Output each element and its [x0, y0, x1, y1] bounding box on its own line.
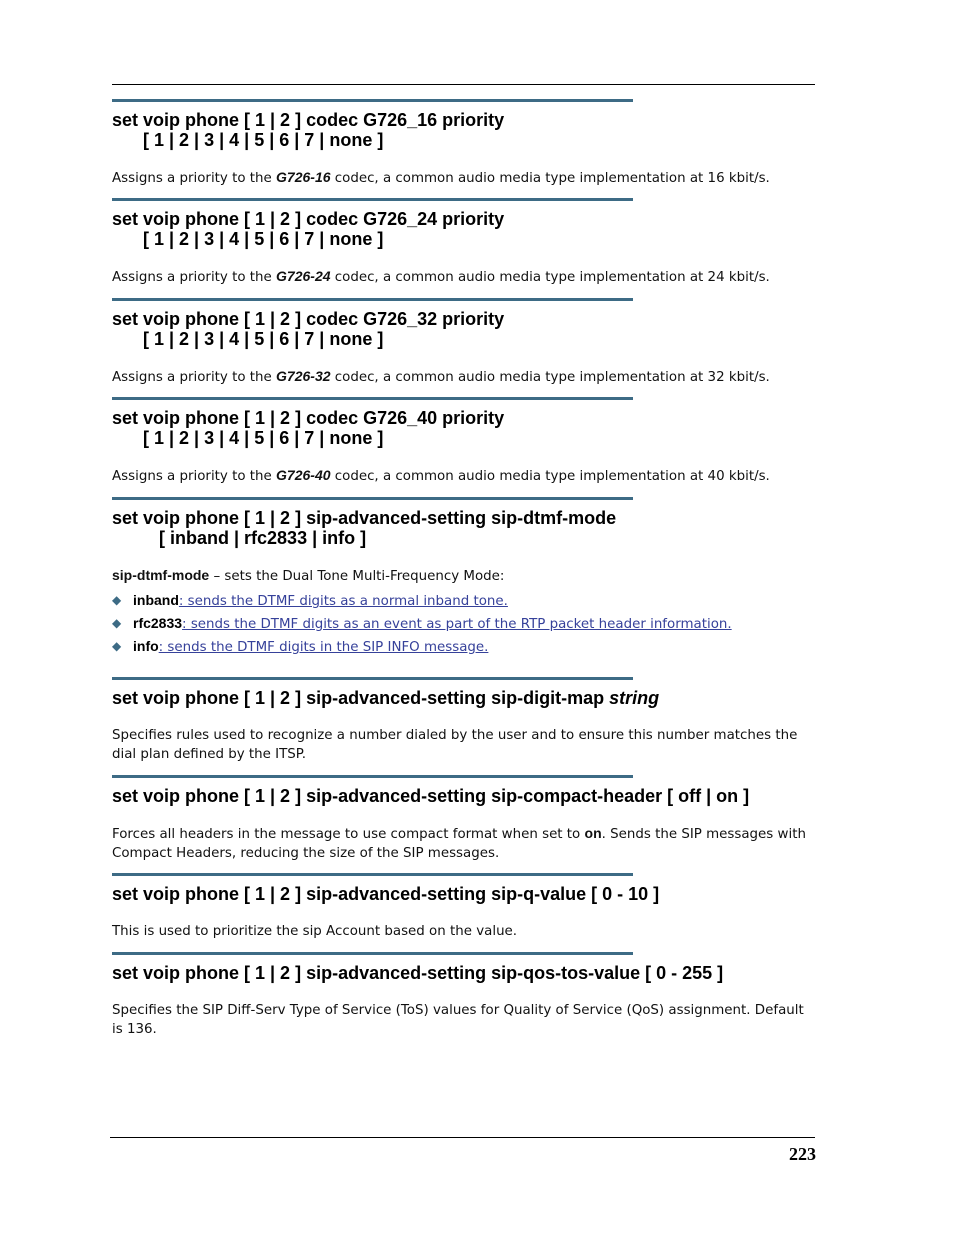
body-text: Assigns a priority to the	[112, 171, 277, 186]
section-rule	[112, 775, 633, 778]
body-text: Assigns a priority to the	[112, 270, 277, 285]
diamond-bullet-icon: ◆	[112, 639, 122, 653]
body-text: codec, a common audio media type implementation at 24 kbit/s.	[330, 270, 770, 285]
list-item	[112, 637, 817, 657]
section-body	[112, 466, 817, 486]
heading-line: set voip phone [ 1 | 2 ] codec G726_16 priority	[112, 110, 505, 130]
section-sip-qos-tos-value	[112, 952, 817, 1039]
keyword: on	[584, 825, 602, 841]
section-heading: set voip phone [ 1 | 2 ] sip-advanced-setting sip-compact-header [ off | on ]	[112, 786, 750, 806]
body-text: Assigns a priority to the	[112, 370, 277, 385]
section-body: This is used to prioritize the sip Account based on the value.	[112, 924, 518, 939]
section-rule	[112, 99, 633, 102]
body-text: codec, a common audio media type implementation at 16 kbit/s.	[330, 171, 770, 186]
heading-line: set voip phone [ 1 | 2 ] sip-advanced-setting sip-dtmf-mode	[112, 508, 617, 528]
section-rule	[112, 397, 633, 400]
section-rule	[112, 198, 633, 201]
heading-parameter: string	[609, 688, 660, 708]
body-text: – sets the Dual Tone Multi-Frequency Mode:	[209, 569, 505, 584]
section-heading	[112, 209, 817, 249]
option-term: rfc2833	[133, 615, 183, 631]
section-sip-dtmf-mode	[112, 497, 817, 660]
section-body: Specifies the SIP Diff-Serv Type of Service (ToS) values for Quality of Service (QoS) assignment. Default is 136.	[112, 1003, 804, 1037]
section-heading	[112, 508, 817, 548]
body-text: codec, a common audio media type implementation at 32 kbit/s.	[330, 370, 770, 385]
term: sip-dtmf-mode	[112, 567, 210, 583]
heading-line: [ 1 | 2 | 3 | 4 | 5 | 6 | 7 | none ]	[143, 229, 384, 249]
section-rule	[112, 497, 633, 500]
dtmf-intro	[112, 566, 817, 586]
body-text: Assigns a priority to the	[112, 469, 277, 484]
option-description-link[interactable]: : sends the DTMF digits in the SIP INFO message.	[158, 640, 489, 655]
list-item	[112, 614, 817, 634]
heading-line: [ 1 | 2 | 3 | 4 | 5 | 6 | 7 | none ]	[143, 428, 384, 448]
section-body	[112, 824, 817, 863]
body-text: Forces all headers in the message to use compact format when set to	[112, 827, 585, 842]
section-body	[112, 367, 817, 387]
codec-name: G726-24	[276, 268, 331, 284]
heading-line: set voip phone [ 1 | 2 ] codec G726_24 priority	[112, 209, 505, 229]
section-heading	[112, 688, 817, 708]
section-g726-40	[112, 397, 817, 486]
section-heading	[112, 408, 817, 448]
diamond-bullet-icon: ◆	[112, 616, 122, 630]
section-rule	[112, 952, 633, 955]
page-number: 223	[789, 1144, 816, 1164]
option-description-link[interactable]: : sends the DTMF digits as a normal inband tone.	[178, 594, 508, 609]
section-body: Specifies rules used to recognize a number dialed by the user and to ensure this number matches the dial plan defined by the ITSP.	[112, 728, 798, 762]
option-term: info	[133, 638, 159, 654]
codec-name: G726-16	[276, 169, 331, 185]
section-sip-digit-map	[112, 677, 817, 764]
codec-name: G726-32	[276, 368, 331, 384]
section-g726-32	[112, 298, 817, 387]
section-rule	[112, 298, 633, 301]
heading-line: [ 1 | 2 | 3 | 4 | 5 | 6 | 7 | none ]	[143, 329, 384, 349]
codec-name: G726-40	[276, 467, 331, 483]
body-text: codec, a common audio media type implementation at 40 kbit/s.	[330, 469, 770, 484]
section-g726-16	[112, 99, 817, 188]
heading-line: [ 1 | 2 | 3 | 4 | 5 | 6 | 7 | none ]	[143, 130, 384, 150]
section-rule	[112, 873, 633, 876]
option-term: inband	[133, 592, 179, 608]
section-body	[112, 267, 817, 287]
section-sip-q-value	[112, 873, 817, 941]
section-heading: set voip phone [ 1 | 2 ] sip-advanced-setting sip-q-value [ 0 - 10 ]	[112, 884, 660, 904]
header-rule	[112, 84, 815, 85]
heading-line: set voip phone [ 1 | 2 ] codec G726_40 priority	[112, 408, 505, 428]
diamond-bullet-icon: ◆	[112, 593, 122, 607]
option-description-link[interactable]: : sends the DTMF digits as an event as part of the RTP packet header information.	[182, 617, 732, 632]
section-heading	[112, 309, 817, 349]
section-body	[112, 168, 817, 188]
footer-rule	[110, 1137, 815, 1138]
heading-line: [ inband | rfc2833 | info ]	[159, 528, 367, 548]
section-g726-24	[112, 198, 817, 287]
section-sip-compact-header	[112, 775, 817, 863]
dtmf-options-list	[112, 591, 817, 657]
heading-line: set voip phone [ 1 | 2 ] codec G726_32 priority	[112, 309, 505, 329]
section-heading: set voip phone [ 1 | 2 ] sip-advanced-setting sip-qos-tos-value [ 0 - 255 ]	[112, 963, 724, 983]
list-item	[112, 591, 817, 611]
heading-line: set voip phone [ 1 | 2 ] sip-advanced-setting sip-digit-map	[112, 688, 610, 708]
section-rule	[112, 677, 633, 680]
body-text: . Sends the SIP messages with Compact Headers, reducing the size of the SIP messages.	[112, 827, 806, 861]
section-heading	[112, 110, 817, 150]
